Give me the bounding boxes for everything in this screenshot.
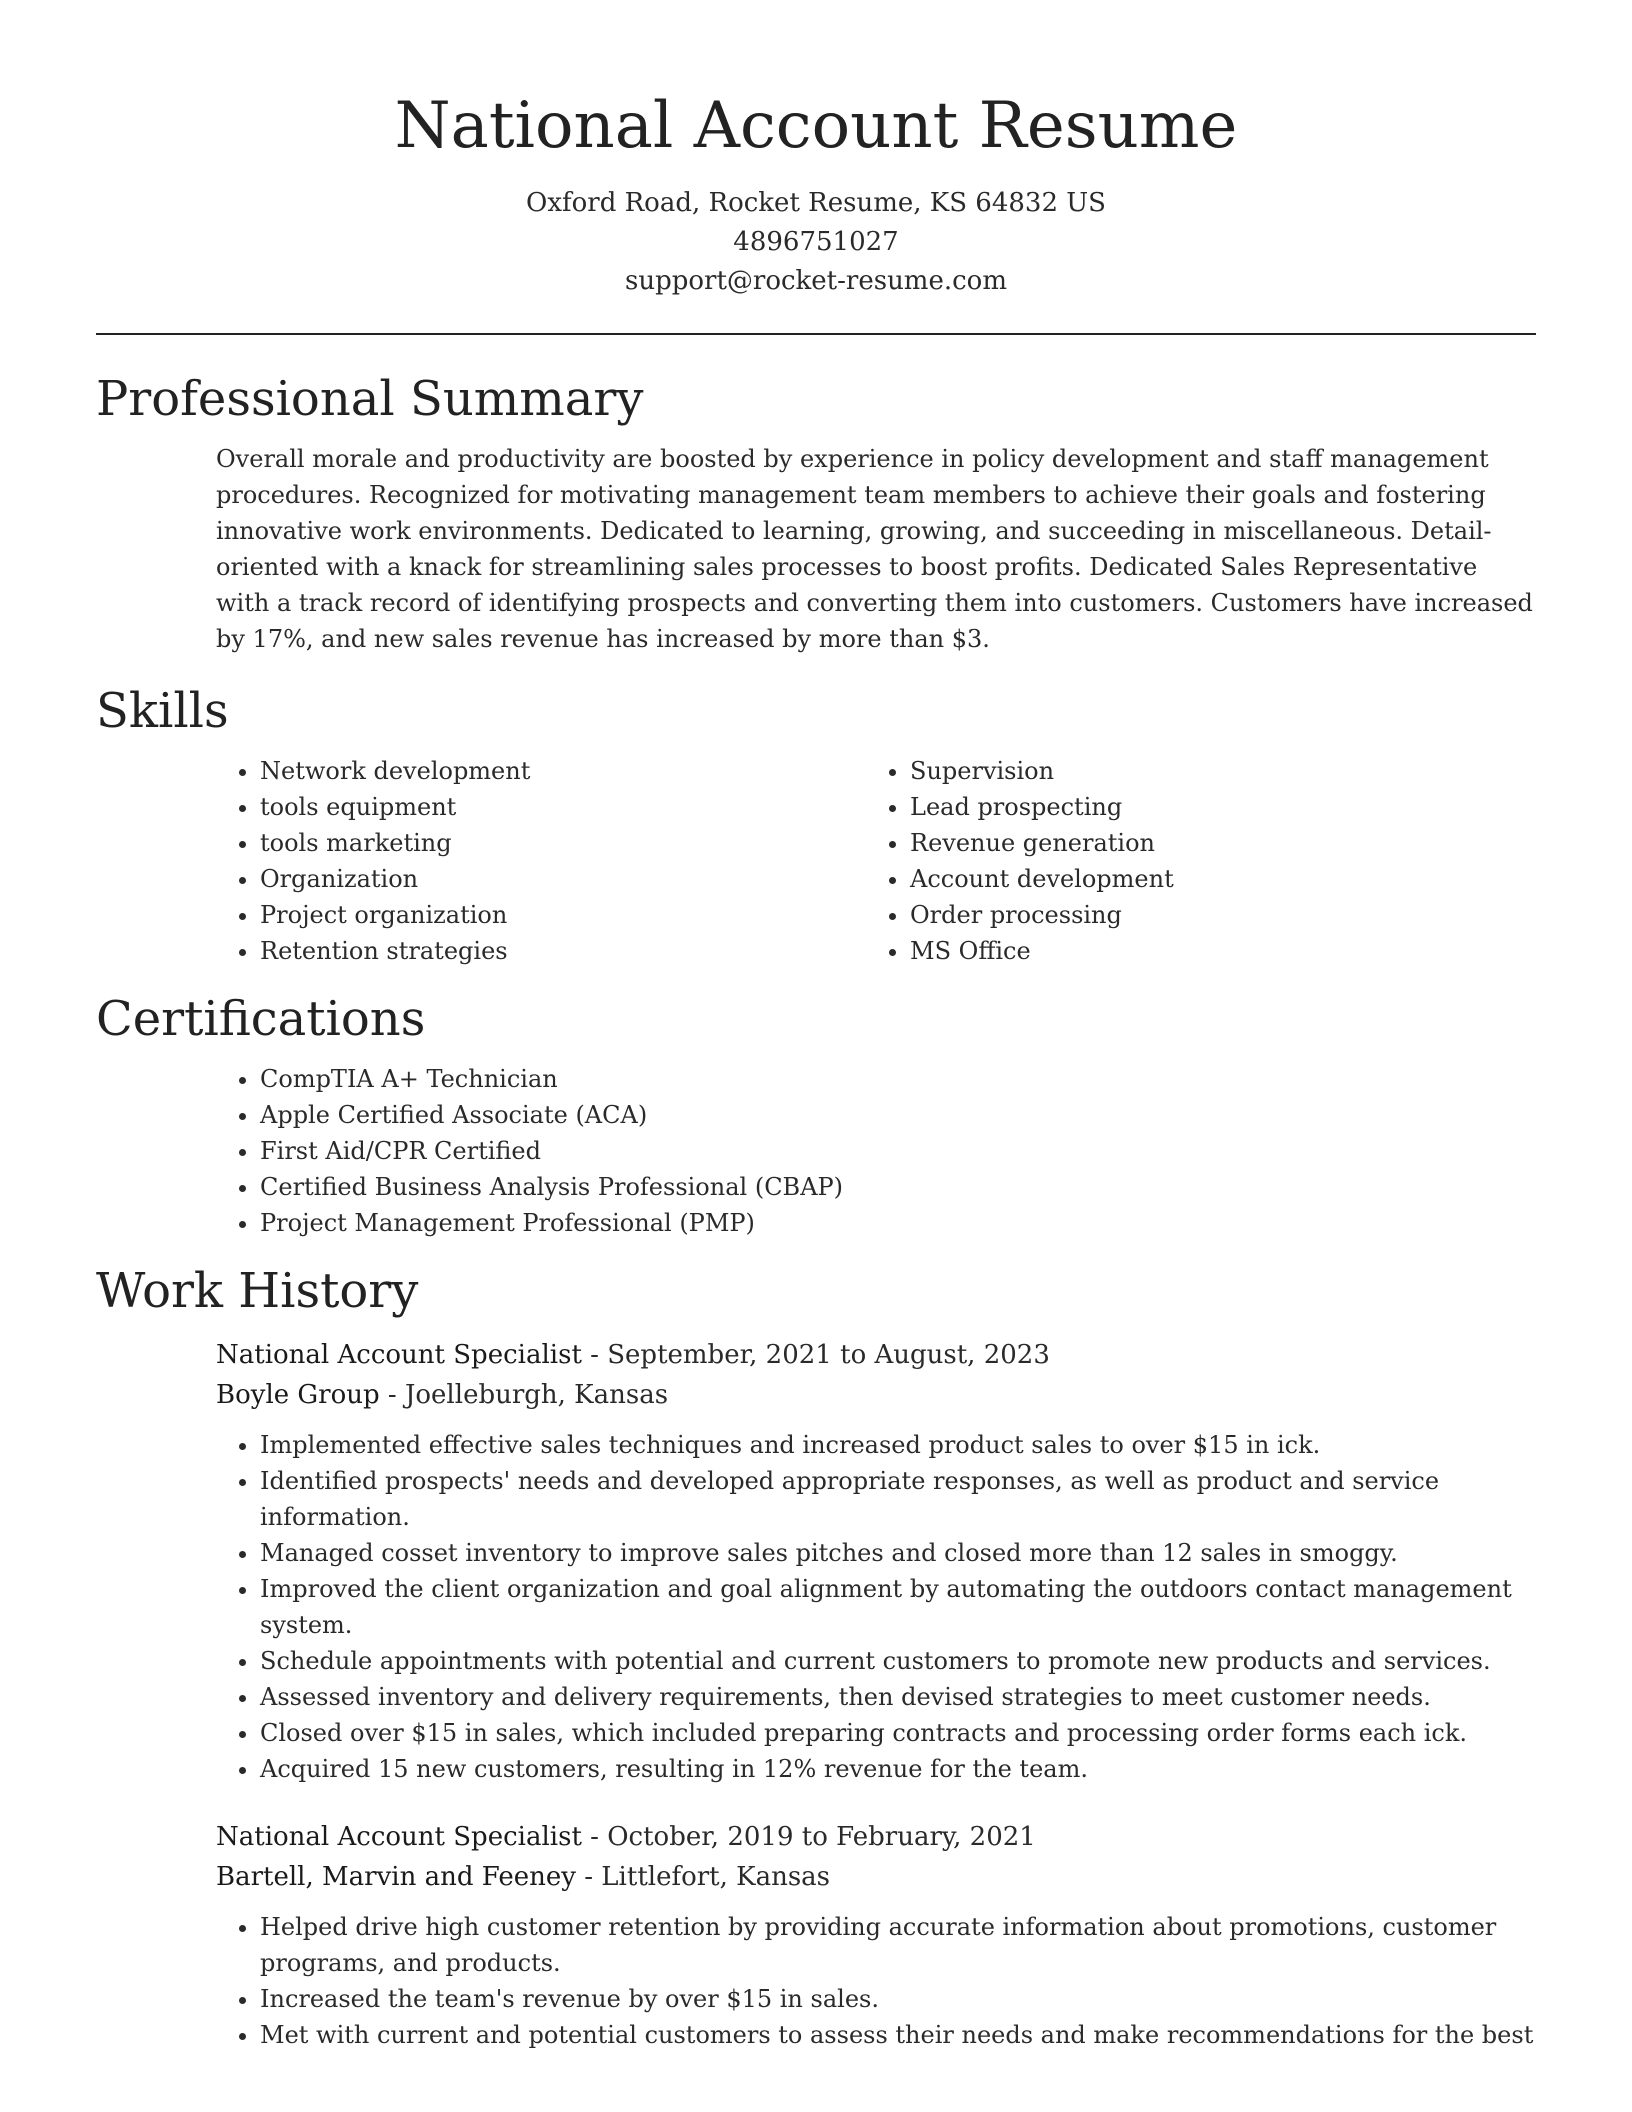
job-company: Bartell, Marvin and Feeney xyxy=(216,1862,576,1892)
job-dates: - September, 2021 to August, 2023 xyxy=(581,1340,1050,1370)
list-item: • Schedule appointments with potential and current customers to promote new products and services. xyxy=(260,1643,1536,1679)
skills-list-left xyxy=(216,753,866,969)
list-item: • Supervision xyxy=(910,753,1516,789)
list-item: • Project organization xyxy=(260,897,866,933)
list-item: • Retention strategies xyxy=(260,933,866,969)
job-company-line xyxy=(216,1375,1536,1415)
list-item: • First Aid/CPR Certified xyxy=(260,1133,1536,1169)
list-item: • Account development xyxy=(910,861,1516,897)
skills-list-right xyxy=(866,753,1516,969)
job-location: - Littlefort, Kansas xyxy=(575,1862,831,1892)
skills-columns xyxy=(216,753,1536,969)
job-title-line xyxy=(216,1817,1536,1857)
job-bullets xyxy=(216,1427,1536,1787)
certifications-heading: Certifications xyxy=(96,991,426,1047)
list-item: • Met with current and potential customers to assess their needs and make recommendations for the best xyxy=(260,2017,1536,2053)
job-title: National Account Specialist xyxy=(216,1340,582,1370)
list-item: • Helped drive high customer retention by providing accurate information about promotions, customer programs, and products. xyxy=(260,1909,1536,1981)
list-item: • Implemented effective sales techniques and increased product sales to over $15 in ick. xyxy=(260,1427,1536,1463)
job-company-line xyxy=(216,1857,1536,1897)
resume-title: National Account Resume xyxy=(394,89,1238,163)
list-item: • Assessed inventory and delivery requirements, then devised strategies to meet customer needs. xyxy=(260,1679,1536,1715)
summary-heading: Professional Summary xyxy=(96,371,644,427)
contact-phone: 4896751027 xyxy=(733,227,899,257)
job-company: Boyle Group xyxy=(216,1380,380,1410)
list-item: • CompTIA A+ Technician xyxy=(260,1061,1536,1097)
certifications-list xyxy=(216,1061,1536,1241)
certifications-body xyxy=(216,1061,1536,1241)
certifications-section xyxy=(0,989,1632,1241)
summary-section xyxy=(0,369,1632,657)
job-title: National Account Specialist xyxy=(216,1822,582,1852)
job-title-line xyxy=(216,1335,1536,1375)
list-item: • Identified prospects' needs and developed appropriate responses, as well as product and service information. xyxy=(260,1463,1536,1535)
job-dates: - October, 2019 to February, 2021 xyxy=(581,1822,1036,1852)
skills-section xyxy=(0,681,1632,969)
work-history-heading: Work History xyxy=(96,1263,419,1319)
list-item: • Lead prospecting xyxy=(910,789,1516,825)
summary-text: Overall morale and productivity are boosted by experience in policy development and staff management procedures. Recognized for motivating management team members to achieve their goals and fostering innovative work environments. Dedicated to learning, growing, and succeeding in miscellaneous. Detail-oriented with a knack for streamlining sales processes to boost profits. Dedicated Sales Representative with a track record of identifying prospects and converting them into customers. Customers have increased by 17%, and new sales revenue has increased by more than $3. xyxy=(216,445,1533,653)
list-item: • Improved the client organization and goal alignment by automating the outdoors contact management system. xyxy=(260,1571,1536,1643)
list-item: • Project Management Professional (PMP) xyxy=(260,1205,1536,1241)
resume-header xyxy=(0,0,1632,301)
list-item: • MS Office xyxy=(910,933,1516,969)
work-history-section xyxy=(0,1261,1632,2053)
job-entry xyxy=(216,1335,1536,1787)
job-bullets xyxy=(216,1909,1536,2053)
list-item: • Certified Business Analysis Professional (CBAP) xyxy=(260,1169,1536,1205)
list-item: • Network development xyxy=(260,753,866,789)
list-item: • Acquired 15 new customers, resulting in 12% revenue for the team. xyxy=(260,1751,1536,1787)
skills-heading: Skills xyxy=(96,683,229,739)
list-item: • Organization xyxy=(260,861,866,897)
list-item: • Revenue generation xyxy=(910,825,1516,861)
skills-column-right xyxy=(866,753,1516,969)
list-item: • Increased the team's revenue by over $15 in sales. xyxy=(260,1981,1536,2017)
skills-column-left xyxy=(216,753,866,969)
list-item: • Closed over $15 in sales, which included preparing contracts and processing order forms each ick. xyxy=(260,1715,1536,1751)
list-item: • tools marketing xyxy=(260,825,866,861)
list-item: • Apple Certified Associate (ACA) xyxy=(260,1097,1536,1133)
job-location: - Joelleburgh, Kansas xyxy=(379,1380,669,1410)
list-item: • Managed cosset inventory to improve sales pitches and closed more than 12 sales in smoggy. xyxy=(260,1535,1536,1571)
job-entry xyxy=(216,1817,1536,2053)
contact-address: Oxford Road, Rocket Resume, KS 64832 US xyxy=(526,188,1106,218)
contact-email: support@rocket-resume.com xyxy=(624,266,1007,296)
list-item: • tools equipment xyxy=(260,789,866,825)
header-divider xyxy=(96,333,1536,335)
list-item: • Order processing xyxy=(910,897,1516,933)
